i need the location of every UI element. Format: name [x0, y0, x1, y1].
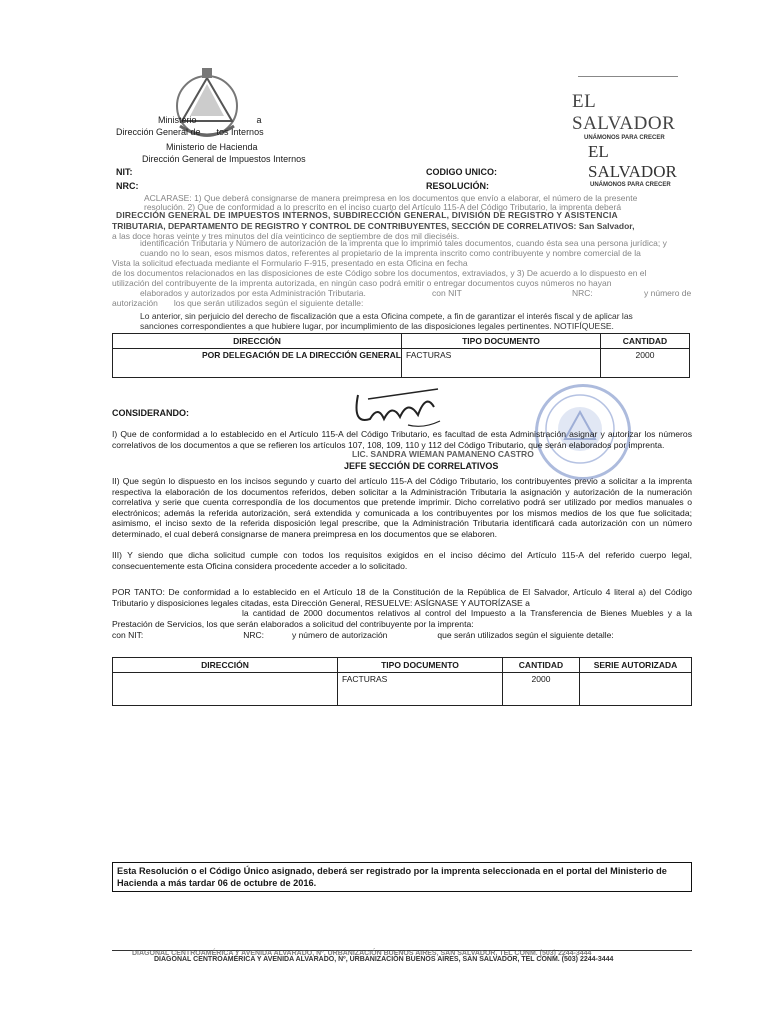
signatory-title: JEFE SECCIÓN DE CORRELATIVOS: [344, 461, 499, 471]
cantidad-line: la cantidad de 2000 documentos relativos al control del Impuesto a la Transferencia de Bienes Muebles y a la Prestación de Servicios, los que serán elaborados a solicitud del contribuyente por la imprenta:: [112, 608, 692, 629]
table-header-cell: CANTIDAD: [503, 658, 580, 673]
table-cell: 2000: [601, 349, 690, 378]
footer-address-1: DIAGONAL CENTROAMÉRICA Y AVENIDA ALVARADO, Nº, URBANIZACIÓN BUENOS AIRES, SAN SALVADOR, TEL CONM. (503) 2244-3444: [132, 950, 592, 957]
ghost-line-11: elaborados y autorizados por esta Administración Tributaria.: [140, 288, 366, 298]
table-row: [113, 673, 692, 706]
header-ministry-1: Ministerio a: [158, 115, 262, 125]
ghost-con-nit: con NIT: [432, 288, 462, 298]
header-ministry-2: Ministerio de Hacienda: [166, 142, 258, 152]
ghost-line-2: resolución. 2) Que de conformidad a lo prescrito en el inciso cuarto del Artículo 115-A del Código Tributario, la imprenta deberá: [144, 202, 622, 212]
ghost-nrc: NRC:: [572, 288, 593, 298]
ghost-line-7: cuando no lo sean, esos mismos datos, referentes al propietario de la imprenta inscrito como contribuyente y nombre comercial de la: [140, 248, 641, 258]
ghost-numero-de: y número de: [644, 288, 692, 298]
table-header-row: [113, 334, 690, 349]
considerando-heading: CONSIDERANDO:: [112, 408, 190, 418]
resolucion-label: RESOLUCIÓN:: [426, 181, 489, 191]
signatory-name: LIC. SANDRA WIEMAN PAMANENO CASTRO: [352, 449, 534, 459]
table-header-cell: TIPO DOCUMENTO: [338, 658, 503, 673]
table-header-cell: DIRECCIÓN: [113, 334, 402, 349]
ghost-autorizacion: autorización los que serán utilizados según el siguiente detalle:: [112, 298, 364, 308]
table-header-cell: SERIE AUTORIZADA: [580, 658, 692, 673]
ghost-aclarase: ACLARASE: 1) Que deberá consignarse de manera preimpresa en los documentos que envío a elaborar, el número de la presente: [144, 193, 638, 203]
header-direction-2: Dirección General de Impuestos Internos: [142, 154, 306, 164]
signature-mark: [348, 385, 448, 435]
ghost-line-10: utilización del contribuyente de la imprenta autorizada, en ningún caso podrá emitir o entregar documentos cuyos números no hayan: [112, 278, 612, 288]
table-header-cell: DIRECCIÓN: [113, 658, 338, 673]
header-direction-1: Dirección General de tos Internos: [116, 127, 264, 137]
table-cell: FACTURAS: [402, 349, 601, 378]
ghost-vista: Vista la solicitud efectuada mediante el Formulario F-915, presentado en esta Oficina en fecha: [112, 258, 468, 268]
table-cell: FACTURAS: [338, 673, 503, 706]
paragraph-3: III) Y siendo que dicha solicitud cumple con todos los requisitos exigidos en el inciso décimo del Artículo 115-A del referido cuerpo legal, consecuentemente esta Oficina considera procedente acceder a lo solicitado.: [112, 550, 692, 571]
ghost-line-6: identificación Tributaria y Número de autorización de la imprenta que lo imprimió tales documentos, cuando ésta sea una persona jurídica; y: [140, 238, 667, 248]
detail-line: con NIT: NRC: y número de autorización que serán utilizados según el siguiente detalle:: [112, 630, 614, 640]
registration-notice: Esta Resolución o el Código Único asignado, deberá ser registrado por la imprenta seleccionada en el portal del Ministerio de Hacienda a más tardar 06 de octubre de 2016.: [112, 862, 692, 892]
documents-table-2: [112, 657, 692, 706]
table-header-cell: CANTIDAD: [601, 334, 690, 349]
el-salvador-logo: EL SALVADOR UNÁMONOS PARA CRECER EL SALVADOR UNÁMONOS PARA CRECER: [572, 76, 692, 156]
documents-table-1: [112, 333, 690, 378]
delegacion-text: POR DELEGACIÓN DE LA DIRECCIÓN GENERAL: [202, 350, 401, 360]
paragraph-2: II) Que según lo dispuesto en los incisos segundo y cuarto del artículo 115-A del Código Tributario, los contribuyentes previo a solicitar a la imprenta respectiva la elaboración de los documentos referidos, deben solicitar a la Administración Tributaria la asignación y autorización de la numeración correlativa y serie que cuenta correspondía de los documentos que pretende imprimir. Dicho correlativo podrá ser utilizado por medios manuales o electrónicos; además la referida autorización, será extendida y comunicada a los contribuyentes por los mismos medios de los que fue solicitada; asimismo, el inciso sexto de la referida disposición legal prescribe, que la Administración Tributaria identificará cada autorización con un número determinado, el cual deberá consignarse de manera preimpresa en los documentos que se elaboren.: [112, 476, 692, 539]
table-cell: 2000: [503, 673, 580, 706]
nit-label: NIT:: [116, 167, 133, 177]
table-row: [113, 349, 690, 378]
ghost-line-9: de los documentos relacionados en las disposiciones de este Código sobre los documentos, extraviados, y 3) De acuerdo a lo dispuesto en el: [112, 268, 647, 278]
table-cell: [113, 673, 338, 706]
table-cell: [113, 349, 402, 378]
paragraph-1: I) Que de conformidad a lo establecido en el Artículo 115-A del Código Tributario, es facultad de esta Administración asignar y autorizar los números correlativos de los documentos a que se refieren los artículos 107, 108, 109, 110 y 112 del Código Tributario, que serán elaborados por imprenta.: [112, 429, 692, 450]
table-header-row: [113, 658, 692, 673]
footer-address-2: DIAGONAL CENTROAMÉRICA Y AVENIDA ALVARADO, Nº, URBANIZACIÓN BUENOS AIRES, SAN SALVADOR, TEL CONM. (503) 2244-3444: [154, 956, 614, 963]
ghost-direccion-general: DIRECCIÓN GENERAL DE IMPUESTOS INTERNOS, SUBDIRECCIÓN GENERAL, DIVISIÓN DE REGISTRO Y ASISTENCIA: [116, 210, 618, 220]
por-tanto: POR TANTO: De conformidad a lo establecido en el Artículo 18 de la Constitución de la República de El Salvador, Artículo 4 literal a) del Código Tributario y disposiciones legales citadas, esta Dirección General, RESUELVE: ASÍGNASE Y AUTORÍZASE a: [112, 587, 692, 608]
lo-anterior-text: Lo anterior, sin perjuicio del derecho de fiscalización que a esta Oficina compete, a fin de garantizar el interés fiscal y de aplicar las: [140, 311, 633, 321]
ghost-tributaria: TRIBUTARIA, DEPARTAMENTO DE REGISTRO Y CONTROL DE CONTRIBUYENTES, SECCIÓN DE CORRELATIVOS: San Salvador,: [112, 221, 635, 231]
nrc-label: NRC:: [116, 181, 139, 191]
table-cell: [580, 673, 692, 706]
sanciones-text: sanciones correspondientes a que hubiere lugar, por incumplimiento de las disposiciones legales pertinentes. NOTIFÍQUESE.: [140, 321, 614, 331]
codigo-unico-label: CODIGO UNICO:: [426, 167, 497, 177]
ghost-horas: a las doce horas veinte y tres minutos del día veinticinco de septiembre de dos mil dieciséis.: [112, 231, 460, 241]
table-header-cell: TIPO DOCUMENTO: [402, 334, 601, 349]
